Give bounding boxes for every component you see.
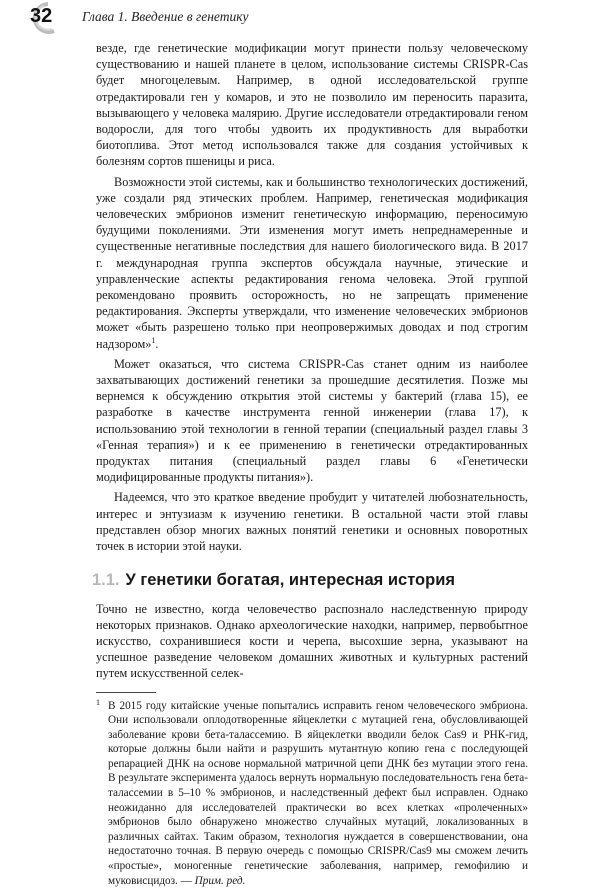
footnote-marker: 1	[96, 697, 100, 707]
section-title: У генетики богатая, интересная история	[125, 571, 455, 590]
paragraph: Может оказаться, что система CRISPR-Cas станет одним из наиболее захватывающих достижений генетики за прошедшие десятилетия. Позже мы вернемся к обсуждению открытия этой системы у бактерий (глава 15), ее разработке в качестве инструмента генной инженерии (глава 17), к использованию этой технологии в генной терапии (специальный раздел главы 3 «Генная терапия») и к ее применению в генетически отредактированных продуктах питания (специальный раздел главы 6 «Генетически модифицированные продукты питания»).	[96, 356, 528, 485]
paragraph: везде, где генетические модификации могут принести пользу человеческому существованию и нашей планете в целом, использование системы CRISPR-Cas будет многоцелевым. Например, в одной исследовательской группе отредактировали ген у комаров, и это не позволило им переносить паразита, вызывающего у человека малярию. Другие исследователи отредактировали геном водоросли, для того чтобы удвоить их продуктивность для выработки биотоплива. Этот метод использовался также для создания устойчивых к болезням сортов пшеницы и риса.	[96, 41, 528, 169]
paragraph: Точно не известно, когда человечество распознало наследственную природу некоторых признаков. Однако археологические находки, например, первобытное искусство, сохранившиеся кости и черепа, высохшие зерна, указывают на успешное разведение человеком домашних животных и культурных растений путем искусственной селек-	[96, 601, 528, 681]
paragraph-end: .	[155, 336, 159, 351]
paragraph: Надеемся, что это краткое введение пробудит у читателей любознательность, интерес и энтузиазм к изучению генетики. В остальной части этой главы представлен обзор многих важных понятий генетики и основных поворотных точек в истории этой науки.	[96, 490, 528, 554]
running-head: Глава 1. Введение в генетику	[82, 9, 249, 24]
section-heading	[92, 572, 528, 588]
footnote-text: В 2015 году китайские ученые попытались исправить геном человеческого эмбриона. Они использовали оплодотворенные яйцеклетки с мутацией гена, обусловливающей заболевание крови бета-талассемию. В яйцеклетки вводили белок Cas9 и РНК-гид, которые должны были найти и разрушить мутантную копию гена с последующей репарацией ДНК на основе нормальной матричной цепи ДНК без мутации этого гена. В результате эксперимента удалось вернуть нормальную последовательность гена бета-талассемии в 5–10 % эмбрионов, и наследственный дефект был исправлен. Однако неожиданно для исследователей практически во всех клетках «пролеченных» эмбрионов было обнаружено множество случайных мутаций, локализованных в различных сайтах. Таким образом, технология нуждается в совершенствовании, она недостаточно точная. В первую очередь с помощью CRISPR/Cas9 мы сможем лечить «простые», моногенные генетические заболевания, например, гемофилию и муковисцидоз. —	[108, 699, 528, 887]
footnote-reference[interactable]: 1	[151, 335, 156, 345]
paragraph-text: Возможности этой системы, как и большинство технологических достижений, уже создали ряд этических проблем. Например, генетическая модификация человеческих эмбрионов изменит генетическую информацию, переносимую будущими поколениями. Эти изменения могут иметь непреднамеренные и существенные негативные последствия для нашего биологического вида. В 2017 г. международная группа экспертов обсуждала научные, этические и управленческие аспекты редактирования генома человека. Этой группой рекомендовано проявить осторожность, но не запрещать применение редактирования. Эксперты утверждали, что изменение человеческих эмбрионов может «быть разрешено только при неопровержимых доводах и под строгим надзором»	[96, 174, 528, 351]
page-number: 32	[30, 5, 53, 27]
page-header	[30, 6, 570, 32]
footnote	[96, 699, 528, 888]
paragraph	[96, 174, 528, 352]
page-body	[92, 40, 528, 888]
footnote-attribution: Прим. ред.	[194, 874, 246, 887]
footnote-separator	[96, 692, 156, 693]
section-number: 1.1.	[92, 571, 120, 590]
